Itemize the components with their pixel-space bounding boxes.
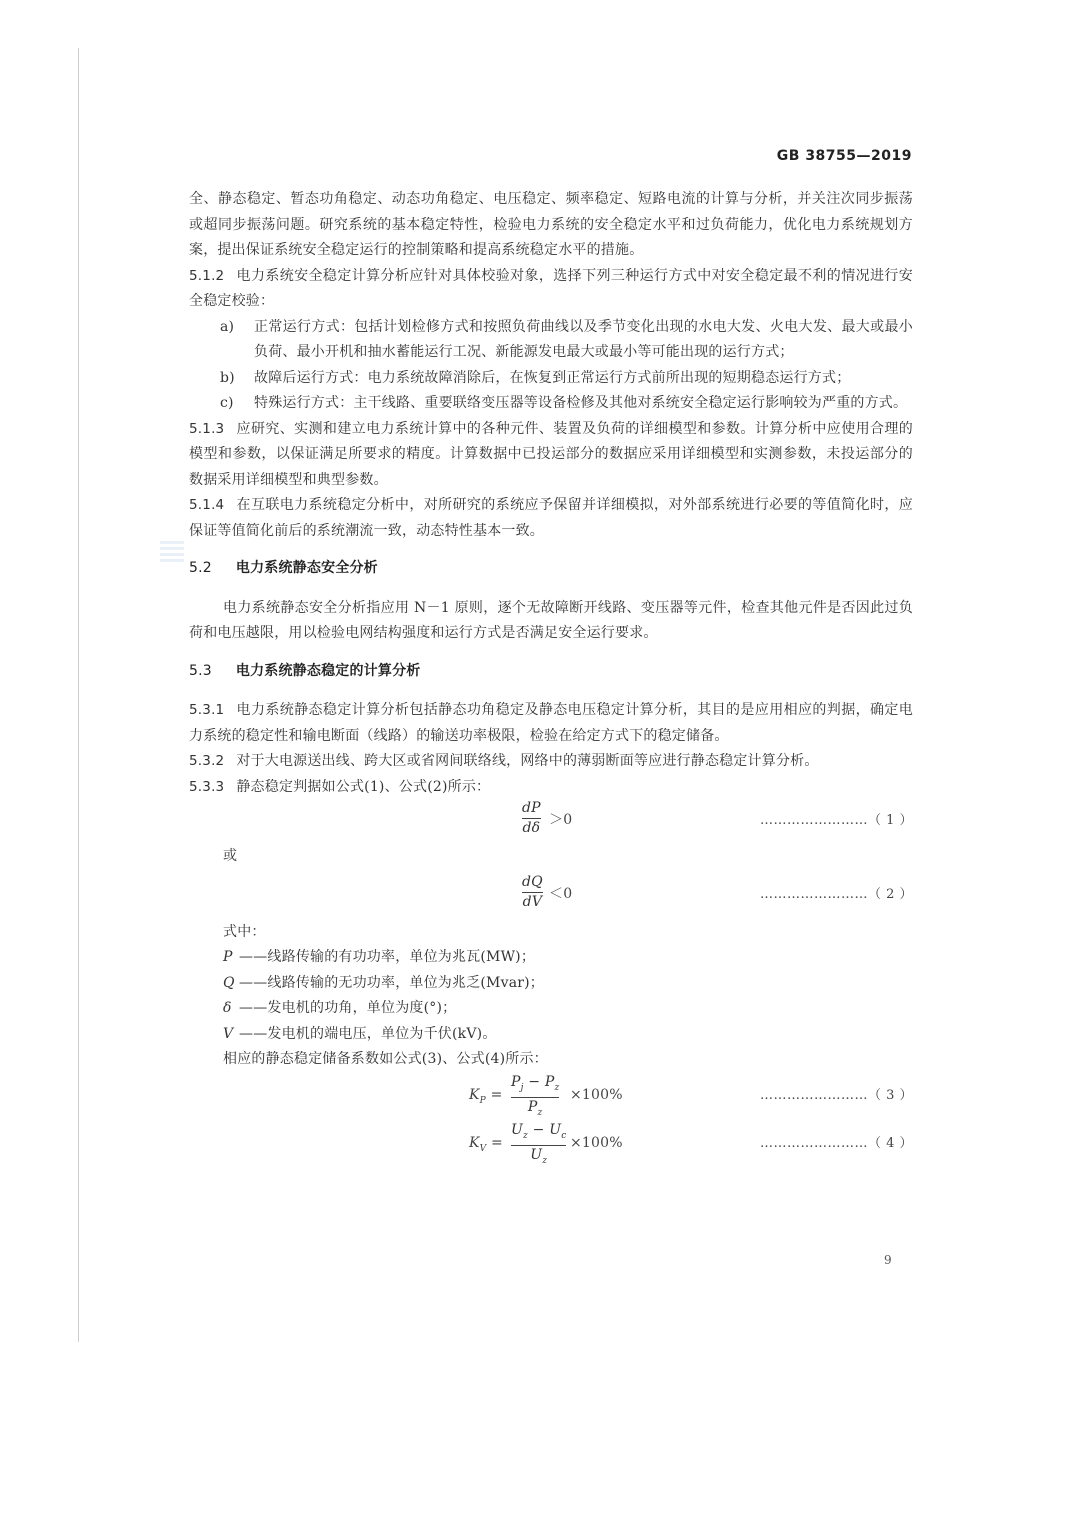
standard-number-header: GB 38755—2019 (776, 148, 912, 164)
list-label: b) (220, 369, 235, 386)
section-title: 电力系统静态安全分析 (235, 560, 378, 576)
variable-desc: ——发电机的端电压，单位为千伏(kV)。 (239, 1025, 497, 1042)
fraction (511, 1074, 559, 1123)
multiplier: ×100% (570, 1134, 623, 1151)
variable-symbol: δ (223, 1000, 232, 1016)
subscript: j (520, 1082, 524, 1093)
clause-5-1-3 (189, 417, 913, 494)
list-item-a (189, 315, 913, 366)
clause-number: 5.1.3 (189, 420, 225, 437)
clause-text: 电力系统安全稳定计算分析应针对具体校验对象，选择下列三种运行方式中对安全稳定最不利的情况进行安全稳定校验： (189, 267, 913, 309)
equation-number: ……………………（ 2 ） (759, 886, 913, 902)
page-left-border (78, 48, 79, 1342)
formula-3 (189, 1073, 913, 1121)
clause-5-3-3 (189, 775, 913, 801)
clause-number: 5.3.1 (189, 702, 225, 718)
variable-def (189, 996, 913, 1022)
subscript: z (537, 1108, 543, 1119)
multiplier: ×100% (570, 1086, 623, 1103)
term: U (530, 1147, 543, 1164)
section-number: 5.2 (189, 560, 212, 576)
equation-number: ……………………（ 1 ） (759, 813, 913, 828)
where-label: 式中： (223, 923, 266, 940)
formula-4 (189, 1121, 913, 1169)
fraction (522, 874, 543, 911)
lhs: $K_V$ = (469, 1134, 503, 1154)
clause-text: 静态稳定判据如公式(1)、公式(2)所示： (236, 778, 491, 795)
term: U (511, 1121, 523, 1138)
list-text: 故障后运行方式：电力系统故障消除后，在恢复到正常运行方式前所出现的短期稳态运行方式； (254, 369, 851, 386)
formula-1 (189, 800, 913, 844)
scan-side-mark (160, 541, 184, 565)
document-body (189, 187, 913, 1169)
numerator: dQ (522, 873, 543, 890)
term: U (549, 1121, 562, 1138)
variable-desc: ——线路传输的有功功率，单位为兆瓦(MW)； (239, 949, 536, 965)
clause-5-3-1 (189, 698, 913, 749)
clause-number: 5.3.3 (189, 778, 225, 795)
lhs-subscript: P (479, 1095, 486, 1106)
clause-text: 应研究、实测和建立电力系统计算中的各种元件、装置及负荷的详细模型和参数。计算分析中应使用合理的模型和参数，以保证满足所要求的精度。计算数据中已投运部分的数据应采用详细模型和实测参数，未投运部分的数据采用详细模型和典型参数。 (189, 420, 913, 488)
inequality: ＜0 (549, 885, 573, 902)
list-item-c (189, 391, 913, 417)
numerator: $P_j - P_z$ (511, 1073, 560, 1093)
section-5-2-text: 电力系统静态安全分析指应用 N－1 原则，逐个无故障断开线路、变压器等元件，检查其他元件是否因此过负荷和电压越限，用以检验电网结构强度和运行方式是否满足安全运行要求。 (189, 599, 913, 641)
subscript: c (561, 1130, 567, 1141)
fraction-bar (522, 892, 543, 893)
subscript: z (542, 1156, 548, 1167)
subscript: z (523, 1130, 528, 1141)
term: P (544, 1073, 555, 1090)
section-5-2-heading (189, 556, 913, 582)
intro-paragraph: 全、静态稳定、暂态功角稳定、动态功角稳定、电压稳定、频率稳定、短路电流的计算与分析，并关注次同步振荡或超同步振荡问题。研究系统的基本稳定特性，检验电力系统的安全稳定水平和过负荷能力，优化电力系统规划方案，提出保证系统安全稳定运行的控制策略和提高系统稳定水平的措施。 (189, 191, 913, 258)
page-number: 9 (884, 1253, 892, 1267)
clause-text: 电力系统静态稳定计算分析包括静态功角稳定及静态电压稳定计算分析，其目的是应用相应的判据，确定电力系统的稳定性和输电断面（线路）的输送功率极限，检验在给定方式下的稳定储备。 (189, 702, 913, 744)
list-label: c) (220, 395, 234, 411)
lhs-symbol: K (469, 1134, 480, 1151)
lhs-symbol: K (469, 1086, 480, 1103)
equation-number: ……………………（ 3 ） (759, 1087, 913, 1103)
list-label: a) (220, 318, 235, 335)
denominator (528, 1099, 543, 1122)
term: P (527, 1099, 538, 1116)
equation-number: ……………………（ 4 ） (759, 1135, 913, 1151)
fraction-bar (511, 1097, 559, 1098)
variable-desc: ——线路传输的无功功率，单位为兆乏(Mvar)； (239, 974, 545, 991)
list-item-b (189, 366, 913, 392)
term: P (511, 1073, 521, 1090)
fraction-bar (511, 1145, 566, 1146)
denominator (530, 1147, 547, 1170)
clause-number: 5.1.4 (189, 497, 225, 513)
clause-5-1-2 (189, 264, 913, 315)
variable-def (189, 1022, 913, 1048)
section-title: 电力系统静态稳定的计算分析 (235, 662, 421, 679)
variable-symbol: V (223, 1025, 234, 1042)
or-text: 或 (223, 848, 238, 864)
reserve-intro: 相应的静态稳定储备系数如公式(3)、公式(4)所示： (223, 1051, 548, 1067)
variable-def (189, 945, 913, 971)
section-number: 5.3 (189, 662, 212, 679)
lhs-subscript: V (479, 1143, 487, 1154)
lhs: $K_P$ = (469, 1086, 503, 1106)
fraction (522, 800, 541, 837)
clause-text: 在互联电力系统稳定分析中，对所研究的系统应予保留并详细模拟，对外部系统进行必要的等值简化时，应保证等值简化前后的系统潮流一致，动态特性基本一致。 (189, 497, 913, 539)
fraction-bar (522, 818, 541, 819)
inequality: ＞0 (549, 812, 573, 828)
clause-text: 对于大电源送出线、跨大区或省网间联络线，网络中的薄弱断面等应进行静态稳定计算分析。 (236, 753, 819, 769)
clause-5-1-4 (189, 493, 913, 544)
variable-desc: ——发电机的功角，单位为度(°)； (239, 1000, 457, 1016)
fraction (511, 1122, 566, 1171)
denominator: dδ (522, 820, 541, 836)
numerator: $U_z - U_c$ (511, 1121, 567, 1141)
clause-5-3-2 (189, 749, 913, 775)
variable-symbol: Q (223, 974, 235, 991)
list-text: 正常运行方式：包括计划检修方式和按照负荷曲线以及季节变化出现的水电大发、火电大发、最大或最小负荷、最小开机和抽水蓄能运行工况、新能源发电最大或最小等可能出现的运行方式； (254, 318, 913, 360)
variable-def (189, 971, 913, 997)
denominator: dV (522, 893, 543, 910)
section-5-3-heading (189, 659, 913, 685)
formula-2 (189, 870, 913, 920)
numerator: dP (522, 800, 541, 816)
variable-symbol: P (223, 949, 233, 965)
list-text: 特殊运行方式：主干线路、重要联络变压器等设备检修及其他对系统安全稳定运行影响较为严重的方式。 (254, 395, 908, 411)
clause-number: 5.1.2 (189, 267, 225, 284)
subscript: z (554, 1082, 560, 1093)
clause-number: 5.3.2 (189, 753, 225, 769)
